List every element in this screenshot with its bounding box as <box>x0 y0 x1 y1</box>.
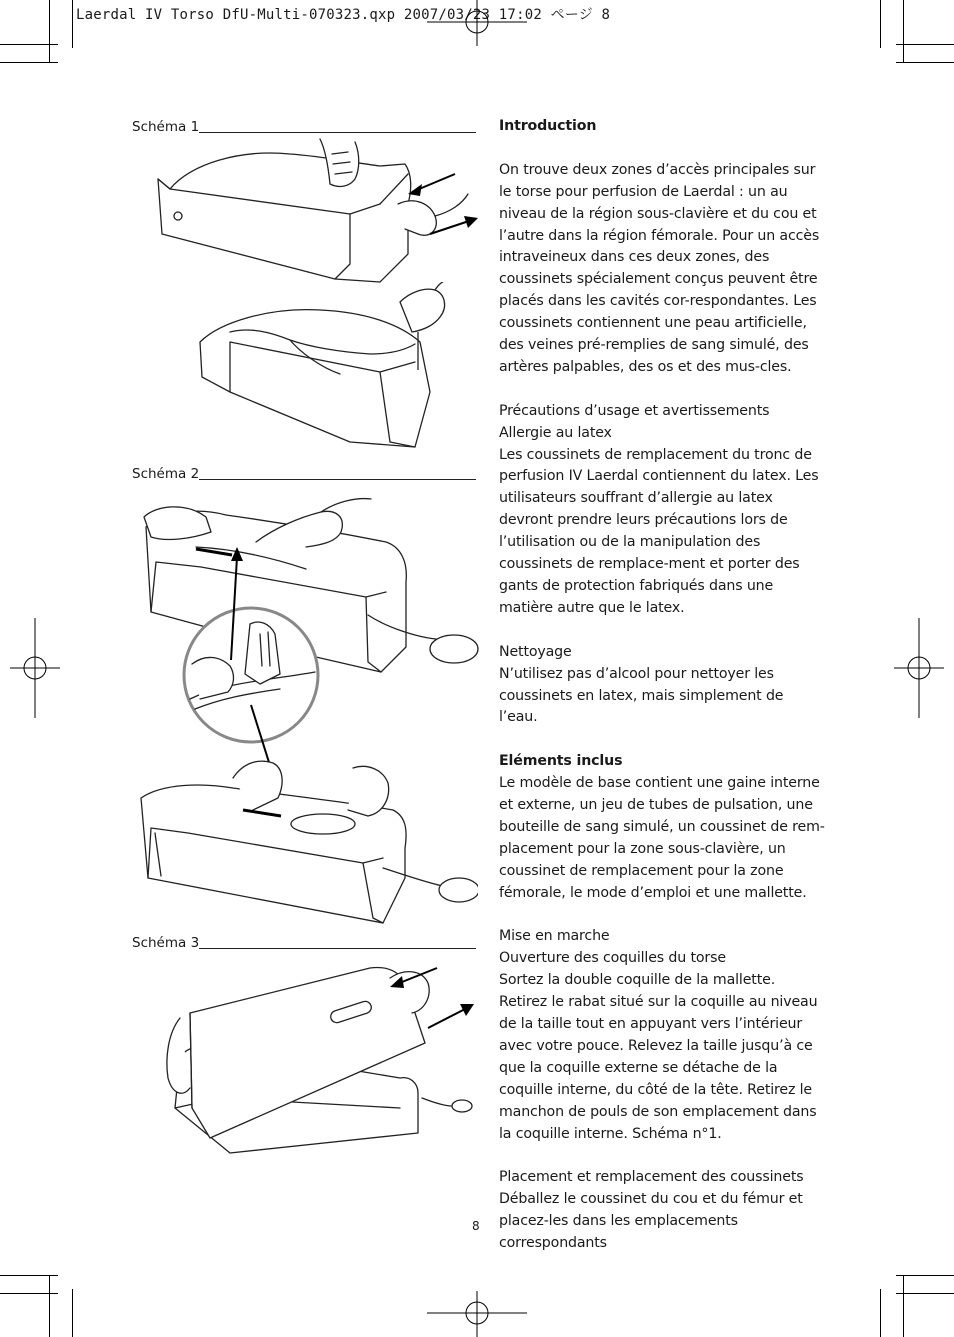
registration-mark-bottom <box>427 1291 527 1337</box>
included-body: Le modèle de base contient une gaine interne et externe, un jeu de tubes de pulsation, une bouteille de sang simulé, un coussinet de rem-placement pour la zone sous-clavière, un coussinet de remplacement pour la zone fémorale, le mode d’emploi et une mallette. <box>499 775 825 901</box>
cleaning-heading: Nettoyage <box>499 643 572 660</box>
figure-rule <box>199 132 476 133</box>
opening-heading: Ouverture des coquilles du torse <box>499 950 726 967</box>
startup-heading: Mise en marche <box>499 928 610 945</box>
schema-3-illustration <box>160 958 480 1158</box>
opening-body: Sortez la double coquille de la mallette. Retirez le rabat situé sur la coquille au niveau de la taille tout en appuyant vers l’intérieur avec votre pouce. Relevez la taille jusqu’à ce que la coquille externe se détache de la coquille interne, du côté de la tête. Retirez le manchon de pouls de son emplacement dans la coquille interne. Schéma n°1. <box>499 972 818 1142</box>
introduction-heading: Introduction <box>499 118 597 134</box>
print-header: Laerdal IV Torso DfU-Multi-070323.qxp 2007/03/23 17:02 ページ 8 <box>76 7 611 23</box>
cleaning-body: N’utilisez pas d’alcool pour nettoyer les coussinets en latex, mais simplement de l’eau. <box>499 665 784 726</box>
included-heading: Eléments inclus <box>499 753 623 770</box>
registration-mark-top <box>427 0 527 46</box>
page-number: 8 <box>472 1219 480 1233</box>
figure-label-schema-1: Schéma 1 <box>132 119 200 135</box>
figure-rule <box>199 479 476 480</box>
allergy-body: Les coussinets de remplacement du tronc de perfusion IV Laerdal contiennent du latex. Les utilisateurs souffrant d’allergie au latex devront prendre leurs précautions lors de l’utilisation ou de la manipulation des coussinets de remplace-ment et porter des gants de protection fabriqués dans une matière autre que le latex. <box>499 446 819 616</box>
schema-1-illustration-top <box>150 134 480 284</box>
registration-mark-left <box>10 618 60 718</box>
placement-body: Déballez le coussinet du cou et du fémur et placez-les dans les emplacements correspondants <box>499 1191 803 1252</box>
figure-label-schema-3: Schéma 3 <box>132 935 200 951</box>
placement-heading: Placement et remplacement des coussinets <box>499 1169 804 1186</box>
allergy-heading: Allergie au latex <box>499 424 612 441</box>
text-column <box>499 116 825 1255</box>
schema-1-illustration-bottom <box>190 282 460 454</box>
figure-label-schema-2: Schéma 2 <box>132 466 200 482</box>
precautions-heading: Précautions d’usage et avertissements <box>499 402 770 419</box>
figure-rule <box>199 948 476 949</box>
registration-mark-right <box>894 618 944 718</box>
schema-2-illustration-bottom <box>133 758 478 930</box>
introduction-body: On trouve deux zones d’accès principales sur le torse pour perfusion de Laerdal : un au niveau de la région sous-clavière et du cou et l’autre dans la région fémorale. Pour un accès intraveineux dans ces deux zones, des coussinets spécialement conçus peuvent être placés dans les cavités cor-respondantes. Les coussinets contiennent une peau artificielle, des veines pré-remplies de sang simulé, des artères palpables, des os et des mus-cles. <box>499 161 820 375</box>
